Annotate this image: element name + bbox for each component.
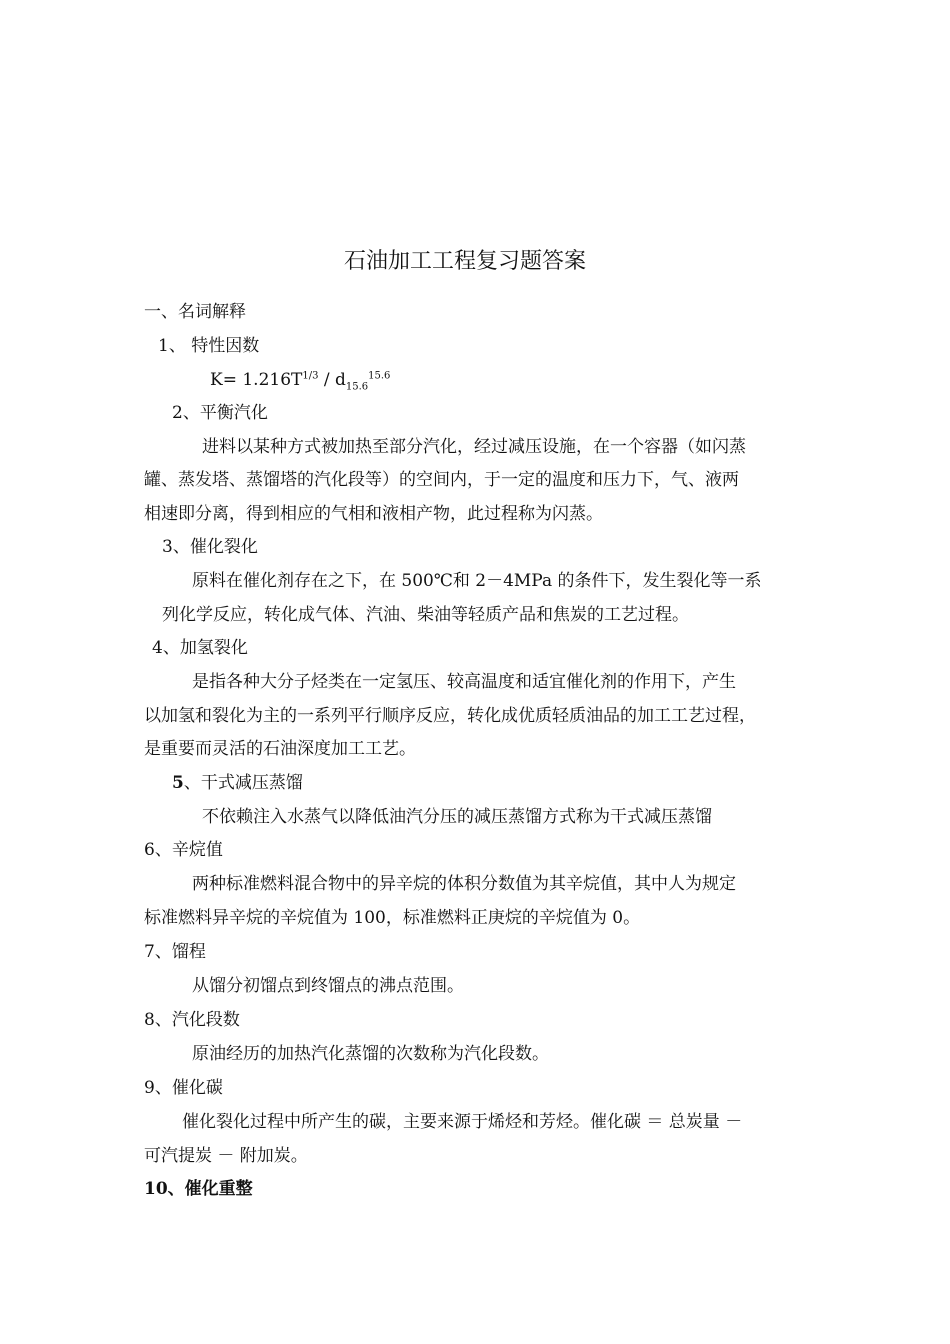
item-heading-7: 7、馏程 (144, 942, 206, 962)
formula-lhs: K= 1.216T (210, 370, 303, 390)
paragraph-line: 原料在催化剂存在之下，在 500℃和 2－4MPa 的条件下，发生裂化等一系 (192, 571, 762, 591)
formula-d-subscript: 15.6 (345, 381, 369, 393)
formula-k (210, 368, 390, 392)
item-heading-4: 4、加氢裂化 (152, 638, 248, 658)
paragraph-line: 催化裂化过程中所产生的碳，主要来源于烯烃和芳烃。催化碳 ＝ 总炭量 － (182, 1112, 743, 1132)
item-heading-3: 3、催化裂化 (162, 537, 258, 557)
paragraph-line: 标准燃料异辛烷的辛烷值为 100，标准燃料正庚烷的辛烷值为 0。 (144, 908, 641, 928)
paragraph-line: 进料以某种方式被加热至部分汽化，经过减压设施，在一个容器（如闪蒸 (202, 437, 746, 457)
paragraph-line: 列化学反应，转化成气体、汽油、柴油等轻质产品和焦炭的工艺过程。 (162, 605, 689, 625)
item-heading-8: 8、汽化段数 (144, 1010, 240, 1030)
paragraph-line: 不依赖注入水蒸气以降低油汽分压的减压蒸馏方式称为干式减压蒸馏 (202, 807, 712, 827)
item-heading-6: 6、辛烷值 (144, 840, 223, 860)
item-heading-9: 9、催化碳 (144, 1078, 223, 1098)
paragraph-line: 相速即分离，得到相应的气相和液相产物，此过程称为闪蒸。 (144, 504, 603, 524)
item-heading-1: 1、 特性因数 (158, 336, 260, 356)
paragraph-line: 是重要而灵活的石油深度加工工艺。 (144, 739, 416, 759)
formula-mid: / d (318, 370, 346, 390)
paragraph-line: 可汽提炭 － 附加炭。 (144, 1146, 308, 1166)
paragraph-line: 罐、蒸发塔、蒸馏塔的汽化段等）的空间内，于一定的温度和压力下，气、液两 (144, 470, 739, 490)
paragraph-line: 从馏分初馏点到终馏点的沸点范围。 (192, 976, 464, 996)
item-heading-10: 10、催化重整 (144, 1179, 253, 1199)
item-heading-2: 2、平衡汽化 (172, 403, 268, 423)
paragraph-line: 以加氢和裂化为主的一系列平行顺序反应，转化成优质轻质油品的加工工艺过程， (144, 706, 756, 726)
paragraph-line: 是指各种大分子烃类在一定氢压、较高温度和适宜催化剂的作用下，产生 (192, 672, 736, 692)
page-title: 石油加工工程复习题答案 (344, 249, 587, 274)
item-heading-5 (172, 771, 303, 795)
item-heading-5-text: 、干式减压蒸馏 (183, 773, 303, 793)
formula-d-superscript: 15.6 (368, 370, 391, 382)
section-heading: 一、名词解释 (144, 302, 246, 322)
paragraph-line: 两种标准燃料混合物中的异辛烷的体积分数值为其辛烷值，其中人为规定 (192, 874, 736, 894)
formula-t-exponent: 1/3 (302, 370, 319, 382)
paragraph-line: 原油经历的加热汽化蒸馏的次数称为汽化段数。 (192, 1044, 549, 1064)
item-number-5: 5 (172, 773, 184, 793)
